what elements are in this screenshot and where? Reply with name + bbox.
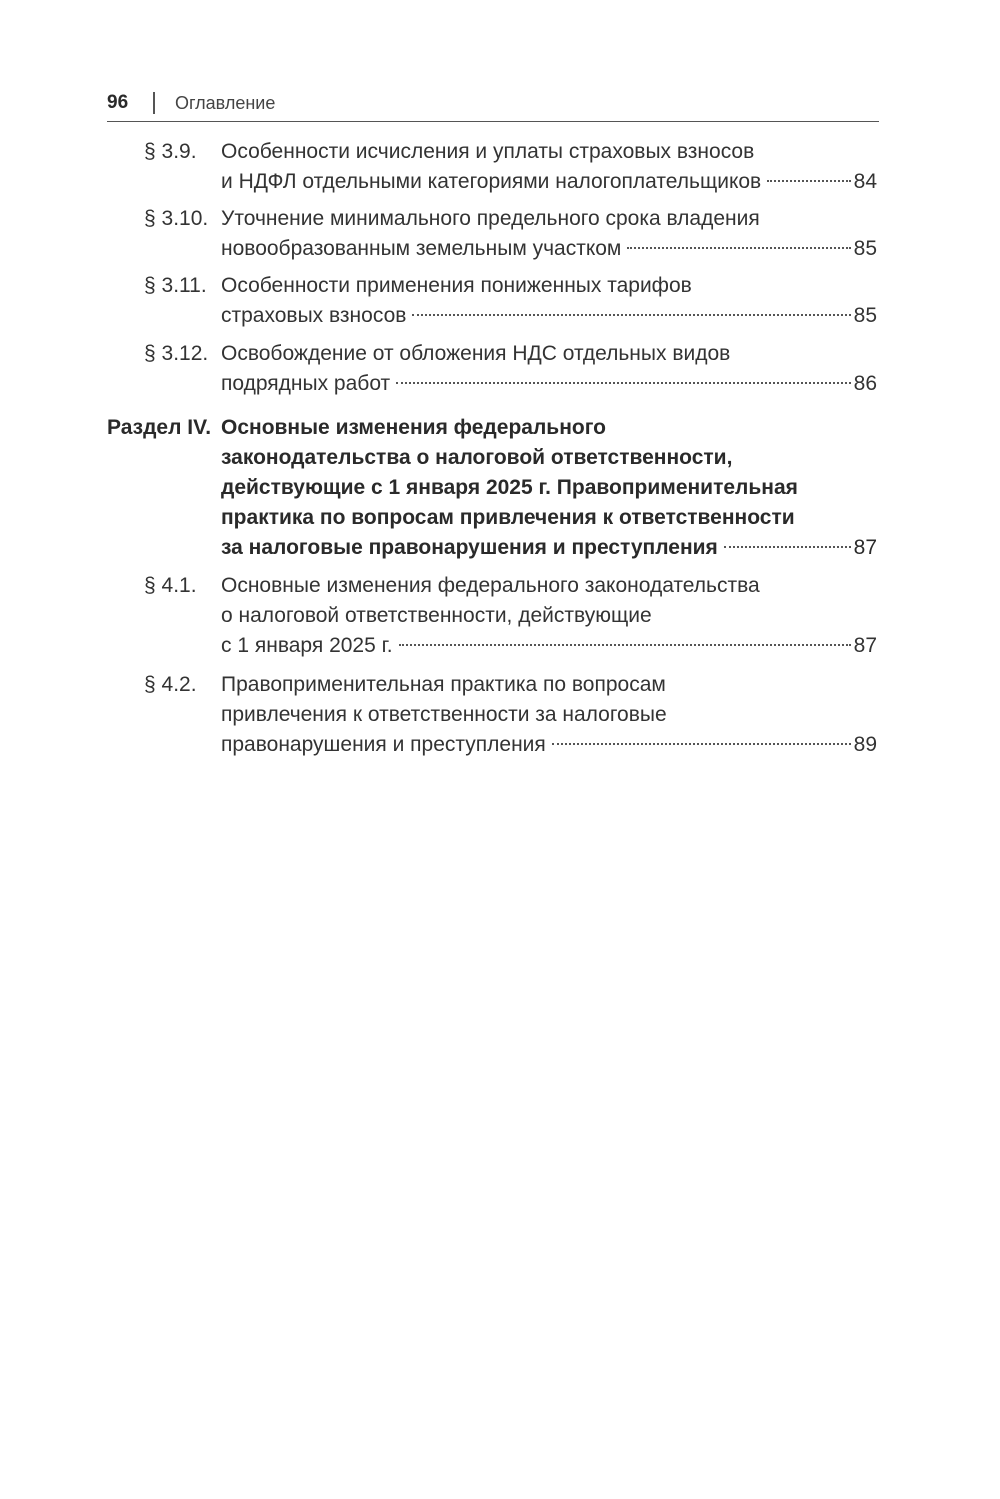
toc-entry-title [221, 204, 877, 264]
toc-entry-page: 89 [853, 733, 877, 756]
toc-entry-line: страховых взносов [221, 304, 407, 327]
toc-entry-line: за налоговые правонарушения и преступления [221, 536, 718, 559]
toc-entry-line: практика по вопросам привлечения к ответственности [221, 506, 795, 529]
toc-entry-line: новообразованным земельным участком [221, 237, 622, 260]
toc-entry-number: § 3.12. [144, 342, 209, 365]
toc-entry-line: Правоприменительная практика по вопросам [221, 673, 666, 696]
toc-entry-number: § 3.10. [144, 207, 209, 230]
toc-entry-title [221, 137, 877, 197]
dot-leader [552, 743, 851, 745]
toc-entry-line: Особенности применения пониженных тарифов [221, 274, 692, 297]
toc-entry-page: 87 [853, 634, 877, 657]
toc-entry-line: Освобождение от обложения НДС отдельных видов [221, 342, 731, 365]
toc-entry-number: § 3.9. [144, 140, 197, 163]
running-title: Оглавление [175, 93, 276, 113]
toc-entry-title [221, 413, 877, 563]
toc-entry-page: 84 [853, 170, 877, 193]
dot-leader [399, 644, 851, 646]
toc-entry-line: Основные изменения федерального законодательства [221, 574, 760, 597]
toc-entry-line: привлечения к ответственности за налоговые [221, 703, 667, 726]
toc-entry-line: и НДФЛ отдельными категориями налогоплательщиков [221, 170, 762, 193]
dot-leader [412, 314, 850, 316]
toc-entry-line: законодательства о налоговой ответственности, [221, 446, 733, 469]
toc-entry-page: 85 [853, 304, 877, 327]
toc-entry-line: Особенности исчисления и уплаты страховых взносов [221, 140, 755, 163]
toc-entry-number: § 4.2. [144, 673, 197, 696]
toc-entry-number: § 3.11. [144, 274, 207, 297]
toc-entry-title [221, 571, 877, 661]
toc-entry-line: Основные изменения федерального [221, 416, 607, 439]
toc-entry-page: 86 [853, 372, 877, 395]
toc-entry-page: 85 [853, 237, 877, 260]
toc-section-number: Раздел IV. [107, 416, 212, 439]
toc-entry-line: действующие с 1 января 2025 г. Правоприменительная [221, 476, 798, 499]
dot-leader [627, 247, 850, 249]
toc-entry-line: о налоговой ответственности, действующие [221, 604, 652, 627]
running-header [107, 86, 879, 122]
dot-leader [396, 382, 850, 384]
toc-entry-page: 87 [853, 536, 877, 559]
dot-leader [767, 180, 850, 182]
toc-entry-title [221, 339, 877, 399]
toc-entry-number: § 4.1. [144, 574, 197, 597]
toc-entry-line: правонарушения и преступления [221, 733, 546, 756]
toc-entry-title [221, 670, 877, 760]
header-separator [153, 92, 155, 114]
toc-entry-line: Уточнение минимального предельного срока владения [221, 207, 760, 230]
page-number: 96 [107, 92, 129, 113]
toc-entry-title [221, 271, 877, 331]
toc-entry-line: подрядных работ [221, 372, 391, 395]
dot-leader [724, 546, 851, 548]
toc-entry-line: с 1 января 2025 г. [221, 634, 393, 657]
